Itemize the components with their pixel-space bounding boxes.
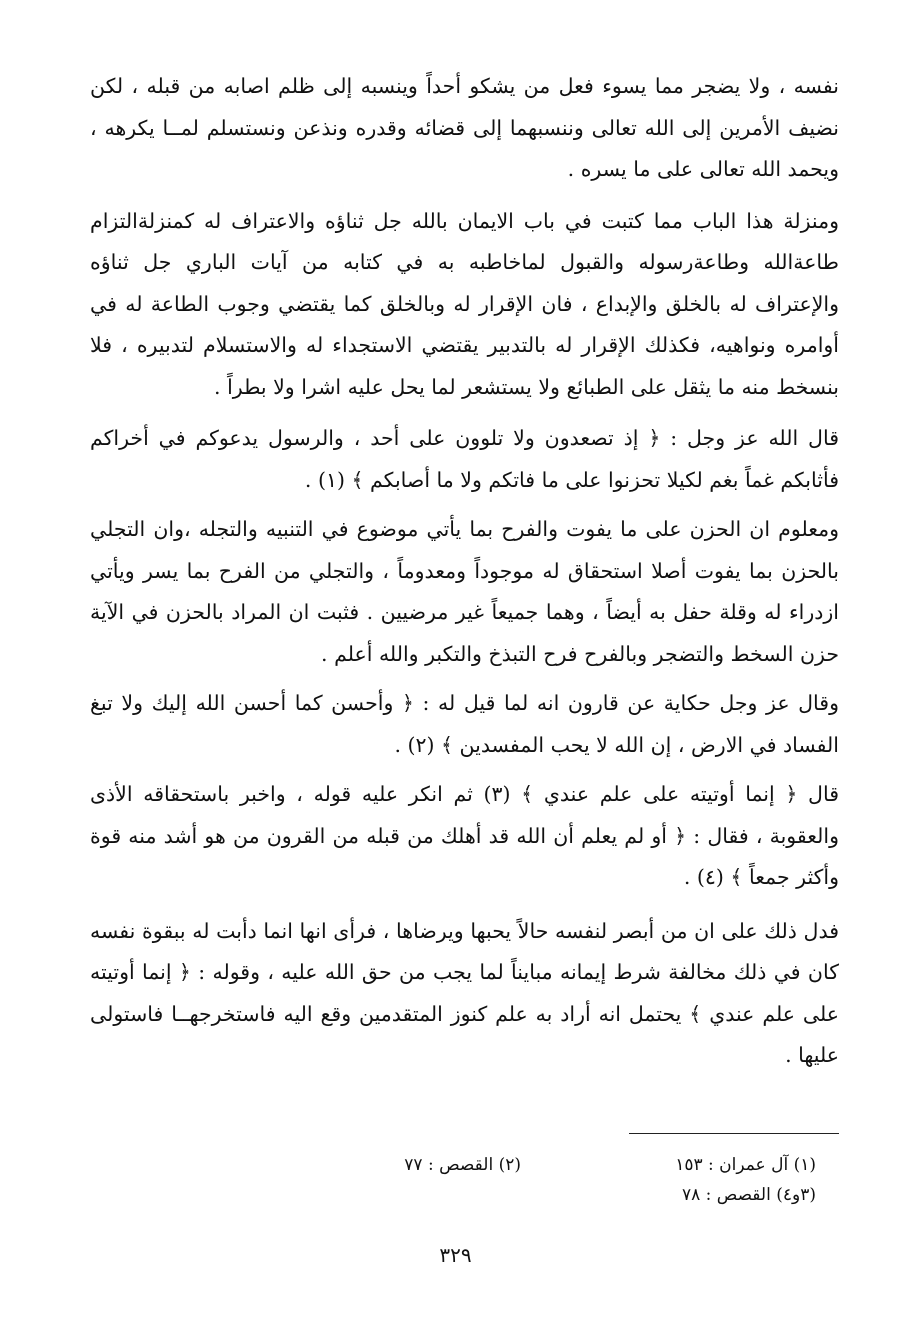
paragraph-3: قال الله عز وجل : ﴿ إذ تصعدون ولا تلوون على أحد ، والرسول يدعوكم في أخراكم فأثابكم غماً بغم لكيلا تحزنوا على ما فاتكم ولا ما أصابكم ﴾ (١) .: [90, 426, 839, 492]
paragraph-4: ومعلوم ان الحزن على ما يفوت والفرح بما يأتي موضوع في التنبيه والتجله ،وان التجلي بالحزن بما يفوت أصلا استحقاق له موجوداً ومعدوماً ، والتجلي من الفرح بما يسر ويأتي ازدراء له وقلة حفل به أيضاً ، وهما جميعاً غير مرضيين . فثبت ان المراد بالحزن في الآية حزن السخط والتضجر وبالفرح فرح التبذخ والتكبر والله أعلم .: [90, 517, 839, 666]
footnote-divider: [629, 1133, 839, 1134]
paragraph-7: فدل ذلك على ان من أبصر لنفسه حالاً يحبها ويرضاها ، فرأى انها انما دأبت له ببقوة نفسه كان في ذلك مخالفة شرط إيمانه مبايناً لما يجب من حق الله عليه ، وقوله : ﴿ إنما أوتيته على علم عندي ﴾ يحتمل انه أراد به علم كنوز المتقدمين وقع اليه فاستخرجهــا فاستولى عليها .: [90, 918, 839, 1067]
paragraph-6: قال ﴿ إنما أوتيته على علم عندي ﴾ (٣) ثم انكر عليه قوله ، واخبر باستحقاقه الأذى والعقوبة ، فقال : ﴿ أو لم يعلم أن الله قد أهلك من قبله من القرون من هو أشد منه قوة وأكثر جمعاً ﴾ (٤) .: [90, 782, 839, 889]
footnote-2: (٢) القصص : ٧٧: [404, 1155, 521, 1175]
page-body: [90, 66, 839, 1077]
paragraph-2: ومنزلة هذا الباب مما كتبت في باب الايمان بالله جل ثناؤه والاعتراف له كمنزلةالتزام طاعةالله وطاعةرسوله والقبول لماخاطبه به في كتابه من آيات الباري جل ثناؤه والإعتراف له بالخلق والإبداع ، فان الإقرار له وبالخلق كما يقتضي وجوب الطاعة له في أوامره ونواهيه، فكذلك الإقرار له بالتدبير يقتضي الاستجداء له والاستسلام لتدبيره ، فلا بنسخط منه ما يثقل على الطبائع ولا يستشعر لما يحل عليه اشرا ولا بطراً .: [90, 208, 839, 399]
paragraph-1: نفسه ، ولا يضجر مما يسوء فعل من يشكو أحداً وينسبه إلى ظلم اصابه من قبله ، لكن نضيف الأمرين إلى الله تعالى وننسبهما إلى قضائه وقدره ونذعن ونستسلم لمــا يكرهه ، ويحمد الله تعالى على ما يسره .: [90, 74, 839, 181]
page-number: ٣٢٩: [439, 1243, 472, 1267]
footnote-3: (٣و٤) القصص : ٧٨: [681, 1185, 816, 1205]
footnote-1: (١) آل عمران : ١٥٣: [675, 1155, 816, 1175]
paragraph-5: وقال عز وجل حكاية عن قارون انه لما قيل له : ﴿ وأحسن كما أحسن الله إليك ولا تبغ الفساد في الارض ، إن الله لا يحب المفسدين ﴾ (٢) .: [90, 691, 839, 757]
